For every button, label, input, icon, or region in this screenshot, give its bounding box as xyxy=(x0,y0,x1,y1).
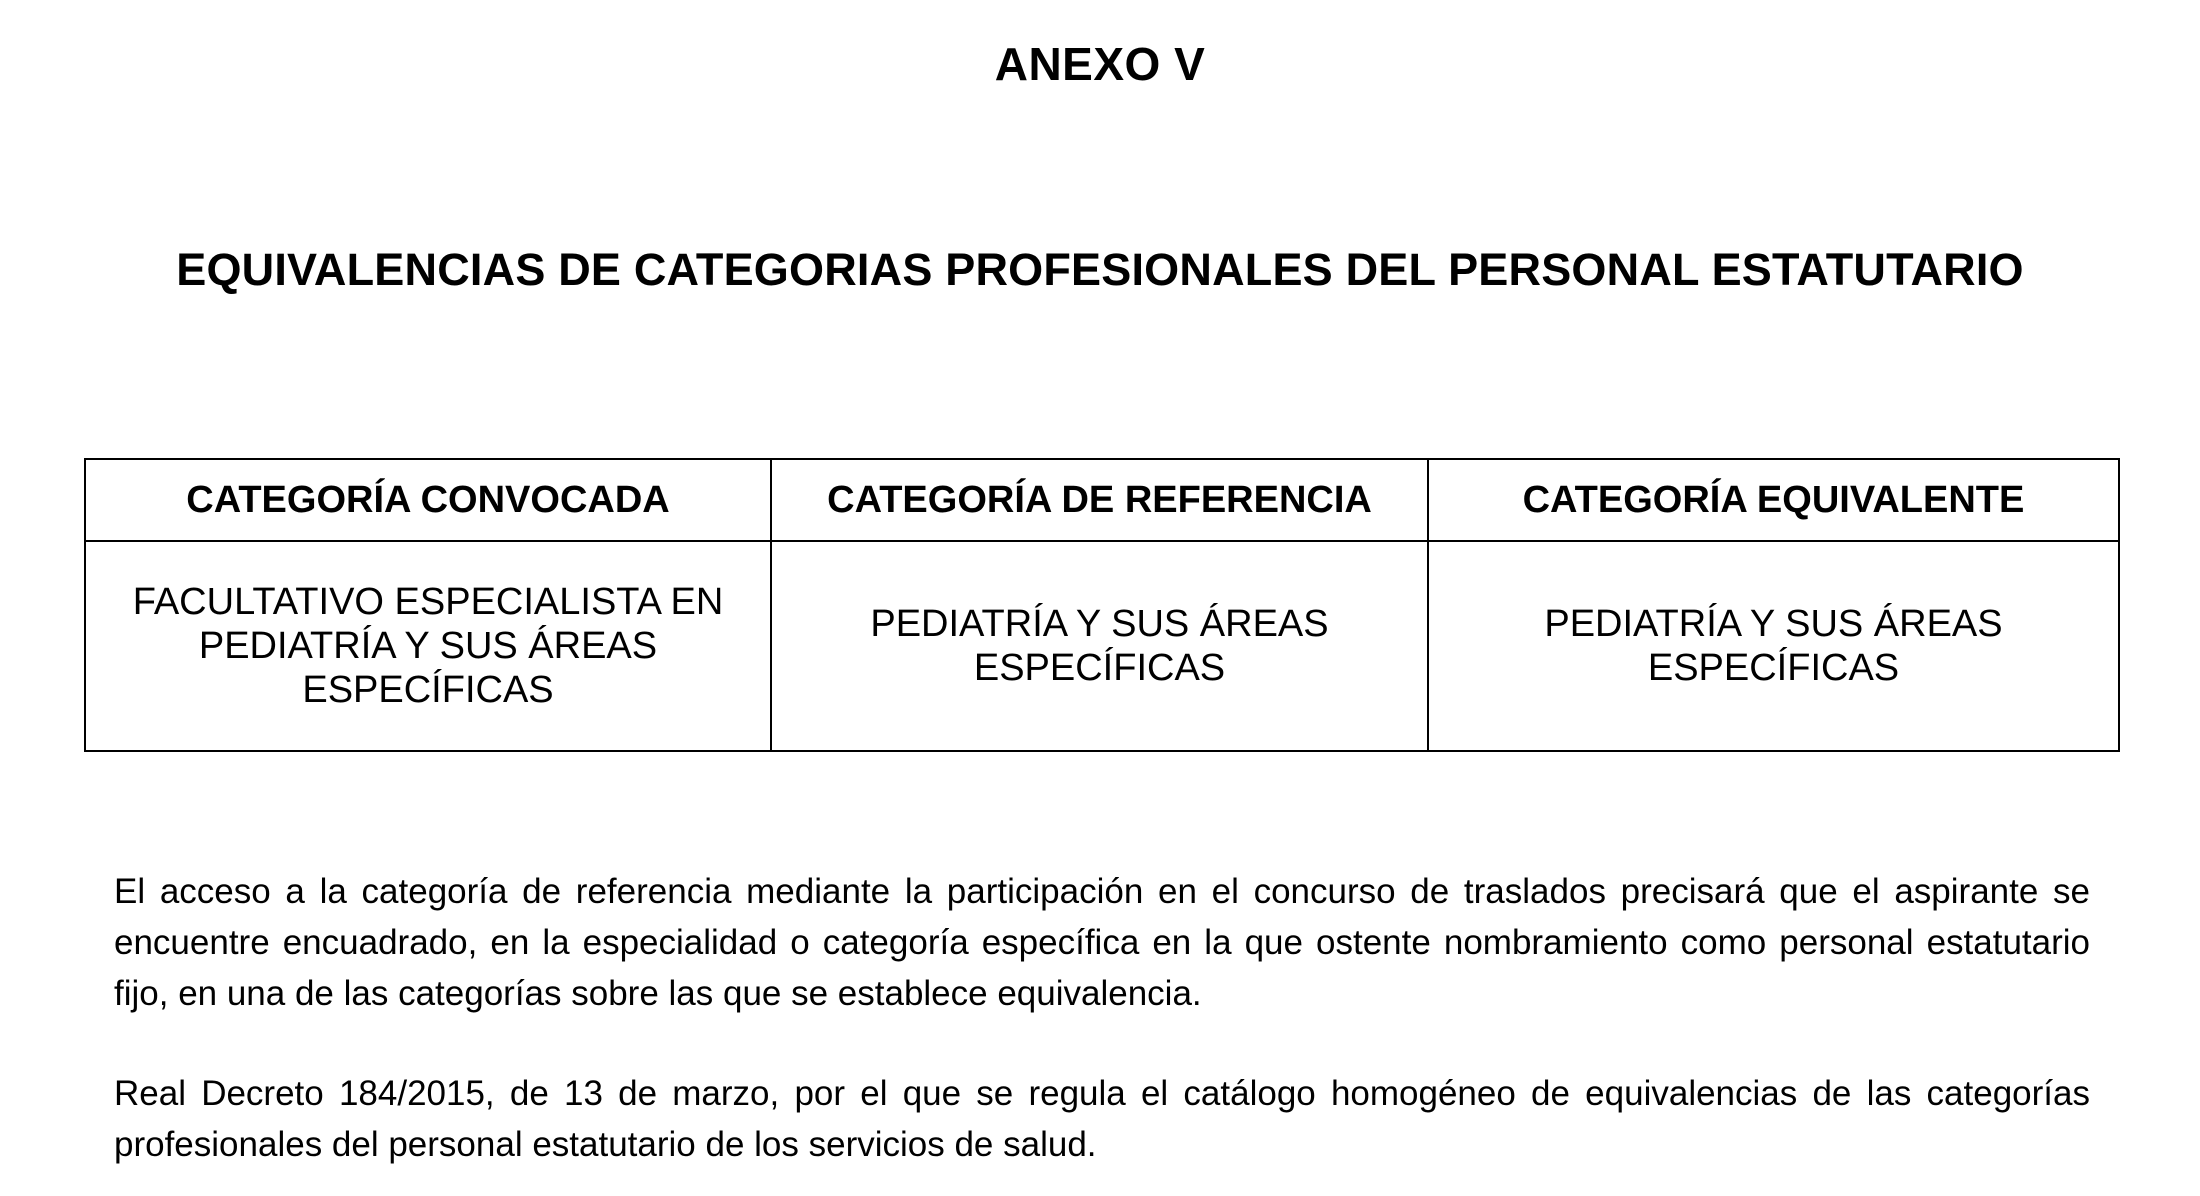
paragraph-access-note: El acceso a la categoría de referencia mediante la participación en el concurso de traslados precisará que el aspirante se encuentre encuadrado, en la especialidad o categoría específica en la que ostente nombramiento como personal estatutario fijo, en una de las categorías sobre las que se establece equivalencia. xyxy=(114,872,2090,1013)
header-categoria-referencia: CATEGORÍA DE REFERENCIA xyxy=(771,459,1428,541)
header-categoria-equivalente: CATEGORÍA EQUIVALENTE xyxy=(1428,459,2119,541)
header-categoria-convocada: CATEGORÍA CONVOCADA xyxy=(85,459,771,541)
document-title: EQUIVALENCIAS DE CATEGORIAS PROFESIONALES DEL PERSONAL ESTATUTARIO xyxy=(176,244,2024,295)
cell-categoria-referencia: PEDIATRÍA Y SUS ÁREAS ESPECÍFICAS xyxy=(771,541,1428,751)
equivalence-table xyxy=(84,458,2120,752)
cell-categoria-convocada: FACULTATIVO ESPECIALISTA EN PEDIATRÍA Y SUS ÁREAS ESPECÍFICAS xyxy=(85,541,771,751)
table-header-row xyxy=(85,459,2119,541)
annex-title: ANEXO V xyxy=(994,38,1206,90)
cell-categoria-equivalente: PEDIATRÍA Y SUS ÁREAS ESPECÍFICAS xyxy=(1428,541,2119,751)
paragraph-legal-reference: Real Decreto 184/2015, de 13 de marzo, por el que se regula el catálogo homogéneo de equivalencias de las categorías profesionales del personal estatutario de los servicios de salud. xyxy=(114,1074,2090,1164)
table-row xyxy=(85,541,2119,751)
